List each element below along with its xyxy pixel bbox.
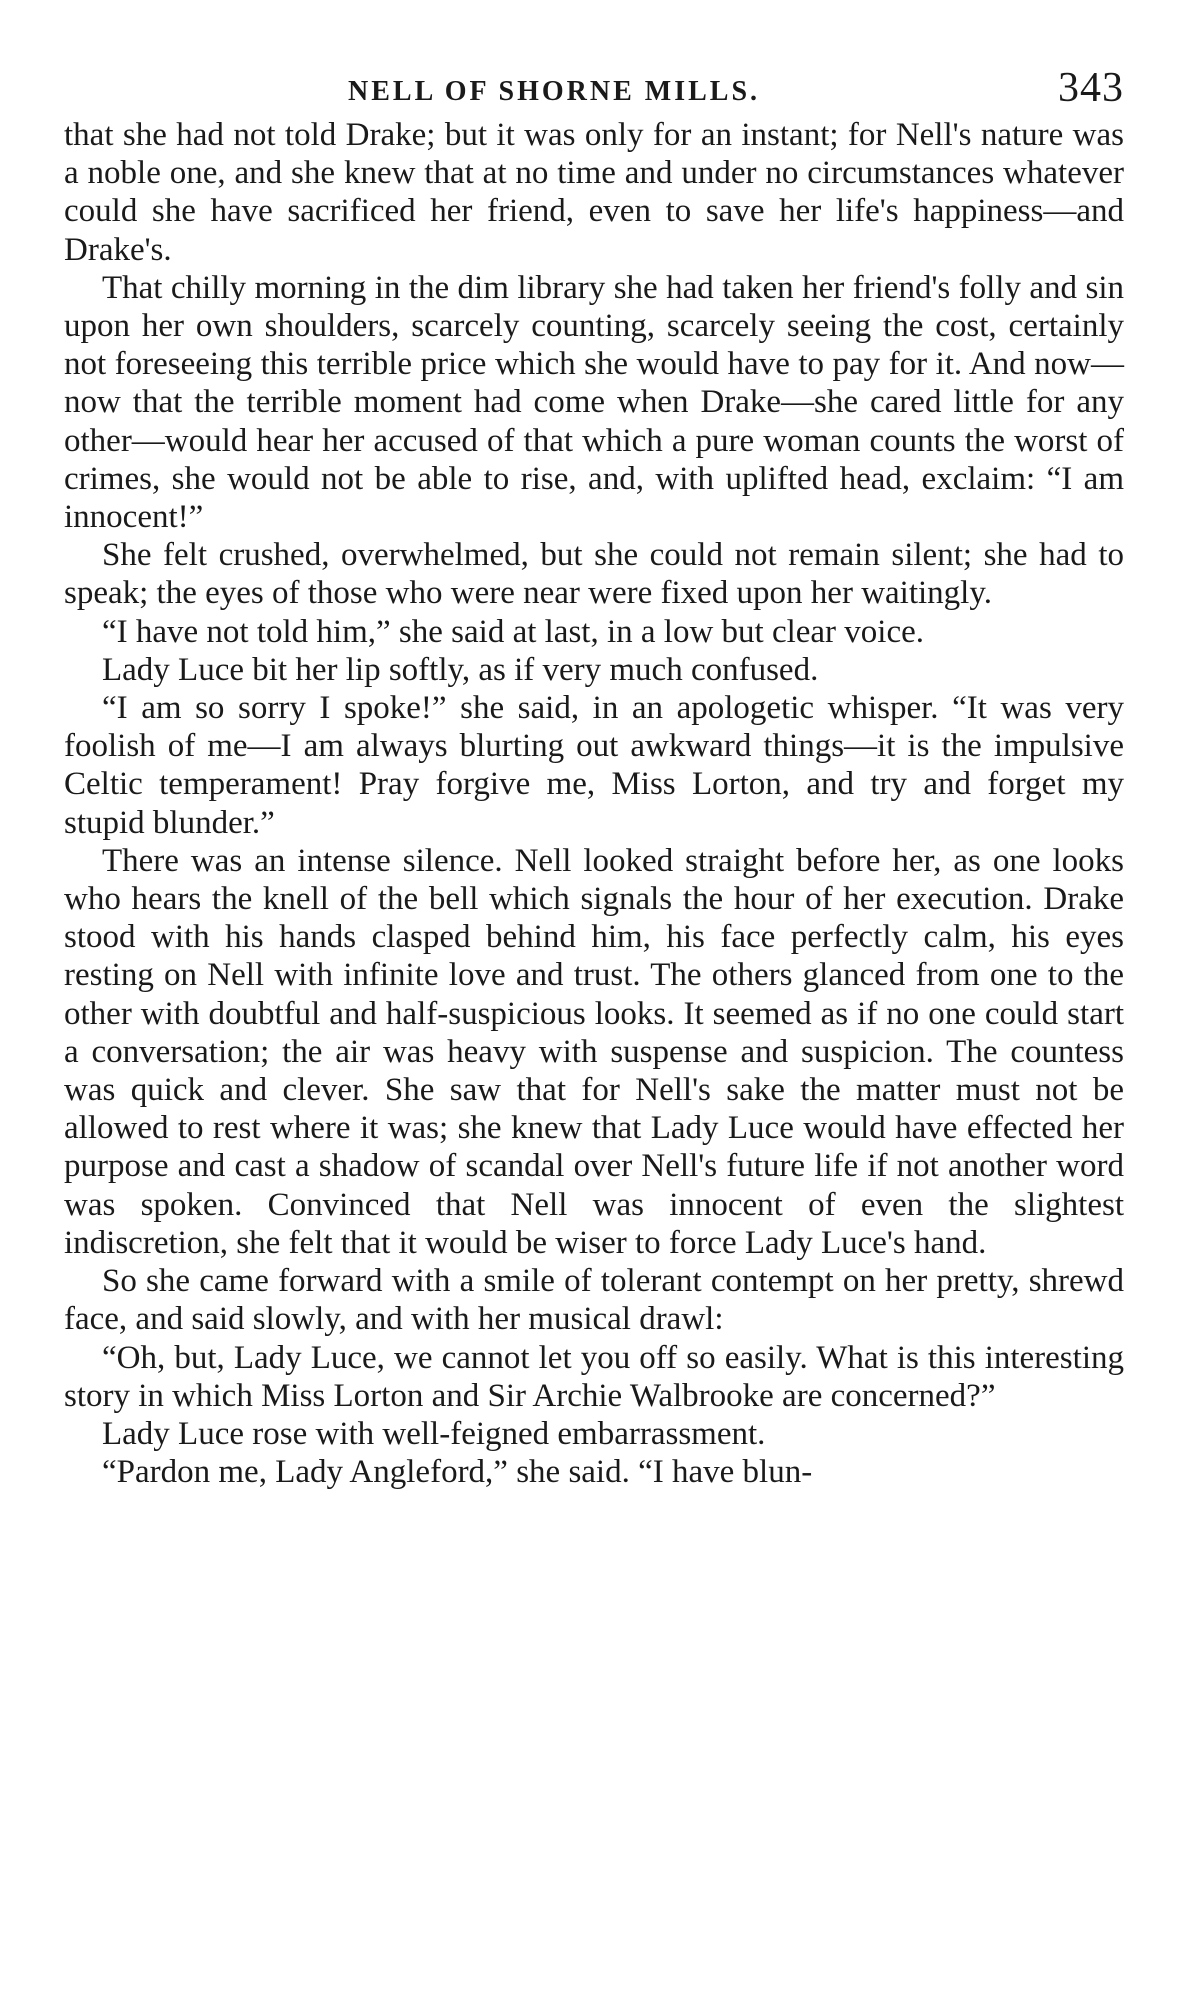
paragraph-3: She felt crushed, overwhelmed, but she could not remain silent; she had to speak; the eyes of those who were near were fixed upon her waitingly.	[64, 537, 1124, 612]
page-header	[64, 60, 1124, 116]
paragraph-1: that she had not told Drake; but it was only for an instant; for Nell's nature was a noble one, and she knew that at no time and under no circumstances whatever could she have sacrificed her friend, even to save her life's happiness—and Drake's.	[64, 117, 1124, 268]
book-page	[64, 60, 1124, 1491]
paragraph-11: “Pardon me, Lady Angleford,” she said. “I have blun-	[102, 1454, 813, 1491]
page-number: 343	[1058, 65, 1124, 111]
paragraph-4: “I have not told him,” she said at last, in a low but clear voice.	[102, 613, 925, 650]
paragraph-2: That chilly morning in the dim library she had taken her friend's folly and sin upon her own shoulders, scarcely counting, scarcely seeing the cost, certainly not foreseeing this terrible price which she would have to pay for it. And now—now that the terrible moment had come when Drake—she cared little for any other—would hear her accused of that which a pure woman counts the worst of crimes, she would not be able to rise, and, with uplifted head, exclaim: “I am innocent!”	[64, 269, 1124, 536]
paragraph-5: Lady Luce bit her lip softly, as if very much confused.	[102, 651, 819, 688]
paragraph-7: There was an intense silence. Nell looked straight before her, as one looks who hears the knell of the bell which signals the hour of her execution. Drake stood with his hands clasped behind him, his face perfectly calm, his eyes resting on Nell with infinite love and trust. The others glanced from one to the other with doubtful and half-suspicious looks. It seemed as if no one could start a conversation; the air was heavy with suspense and suspicion. The countess was quick and clever. She saw that for Nell's sake the matter must not be allowed to rest where it was; she knew that Lady Luce would have effected her purpose and cast a shadow of scandal over Nell's future life if not another word was spoken. Convinced that Nell was innocent of even the slightest indiscretion, she felt that it would be wiser to force Lady Luce's hand.	[64, 842, 1124, 1261]
body-text	[64, 116, 1124, 1491]
running-title: NELL OF SHORNE MILLS.	[348, 76, 761, 107]
paragraph-8: So she came forward with a smile of tolerant contempt on her pretty, shrewd face, and said slowly, and with her musical drawl:	[64, 1263, 1124, 1338]
paragraph-10: Lady Luce rose with well-feigned embarrassment.	[102, 1415, 766, 1452]
paragraph-9: “Oh, but, Lady Luce, we cannot let you off so easily. What is this interesting story in which Miss Lorton and Sir Archie Walbrooke are concerned?”	[64, 1339, 1124, 1414]
paragraph-6: “I am so sorry I spoke!” she said, in an apologetic whisper. “It was very foolish of me—I am always blurting out awkward things—it is the impulsive Celtic temperament! Pray forgive me, Miss Lorton, and try and forget my stupid blunder.”	[64, 690, 1124, 841]
